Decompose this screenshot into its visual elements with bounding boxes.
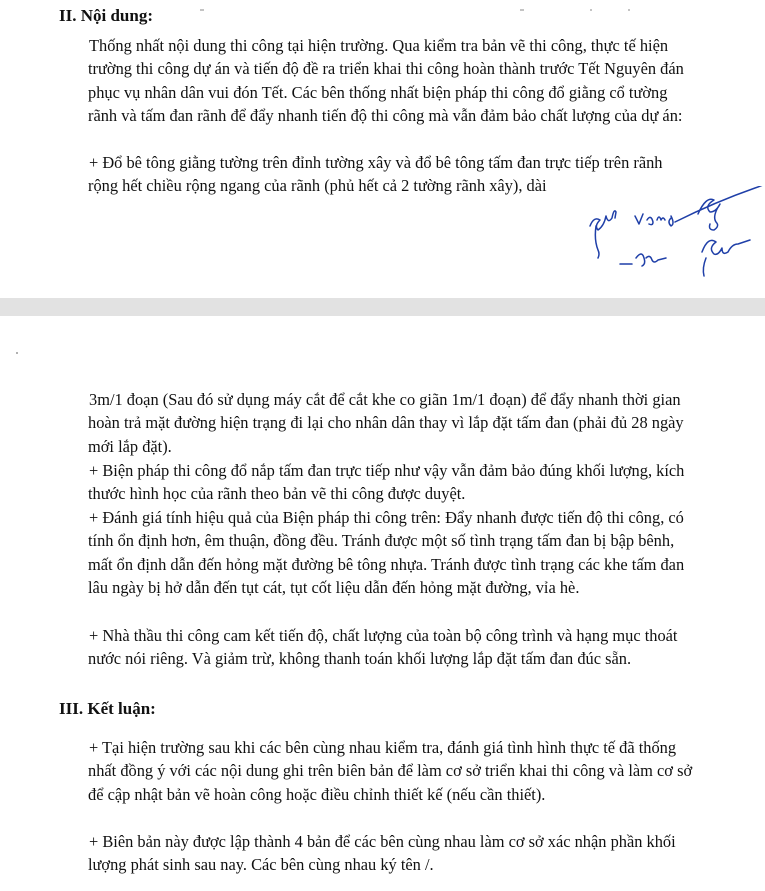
handwritten-signatures [580, 186, 765, 281]
paragraph-effectiveness: + Đánh giá tính hiệu quả của Biện pháp thi công trên: Đẩy nhanh được tiến độ thi công, có tính ổn định hơn, êm thuận, đồng đều. Tránh được một số tình trạng tấm đan bị bập bênh, mất ổn định dẫn đến hỏng mặt đường bê tông nhựa. Tránh được tình trạng các khe tấm đan lâu ngày bị hở dẫn đến tụt cát, tụt cốt liệu dẫn đến hỏng mặt đường, vỉa hè. [88, 508, 685, 598]
page-separator [0, 298, 765, 316]
paragraph-content-concrete: + Đổ bê tông giằng tường trên đỉnh tường xây và đổ bê tông tấm đan trực tiếp trên rãnh rộng hết chiều rộng ngang của rãnh (phủ hết cả 2 tường rãnh xây), dài [88, 153, 663, 196]
paragraph-conclusion-agreement: + Tại hiện trường sau khi các bên cùng nhau kiểm tra, đánh giá tình hình thực tế đã thống nhất đồng ý với các nội dung ghi trên biên bản để làm cơ sở triển khai thi công và làm cơ sở để cập nhật bản vẽ hoàn công hoặc điều chỉnh thiết kế (nếu cần thiết). [88, 738, 693, 804]
paragraph-contractor-commitment: + Nhà thầu thi công cam kết tiến độ, chất lượng của toàn bộ công trình và hạng mục thoát nước nói riêng. Và giảm trừ, không thanh toán khối lượng lắp đặt tấm đan đúc sẵn. [88, 626, 678, 669]
document-page-bottom [0, 316, 765, 891]
top-edge-marks [0, 0, 765, 4]
section-heading-conclusion: III. Kết luận: [59, 699, 156, 718]
document-page-top [0, 0, 765, 298]
paragraph-continuation: 3m/1 đoạn (Sau đó sử dụng máy cắt để cắt khe co giãn 1m/1 đoạn) để đẩy nhanh thời gian hoàn trả mặt đường hiện trạng đi lại cho nhân dân thay vì lắp đặt tấm đan (phải đủ 28 ngày mới lắp đặt). [88, 390, 684, 456]
section-heading-content: II. Nội dung: [59, 6, 154, 25]
speck [16, 352, 18, 354]
paragraph-content-intro: Thống nhất nội dung thi công tại hiện trường. Qua kiểm tra bản vẽ thi công, thực tế hiện trường thi công dự án và tiến độ đề ra triển khai thi công hoàn thành trước Tết Nguyên đán phục vụ nhân dân vui đón Tết. Các bên thống nhất biện pháp thi công đổ giằng cổ tường rãnh và tấm đan rãnh để đẩy nhanh tiến độ thi công mà vẫn đảm bảo chất lượng của dự án: [88, 36, 684, 126]
paragraph-volume: + Biện pháp thi công đổ nắp tấm đan trực tiếp như vậy vẫn đảm bảo đúng khối lượng, kích thước hình học của rãnh theo bản vẽ thi công được duyệt. [88, 461, 685, 504]
paragraph-conclusion-copies: + Biên bản này được lập thành 4 bản để các bên cùng nhau làm cơ sở xác nhận phần khối lượng phát sinh sau nay. Các bên cùng nhau ký tên /. [88, 832, 676, 875]
